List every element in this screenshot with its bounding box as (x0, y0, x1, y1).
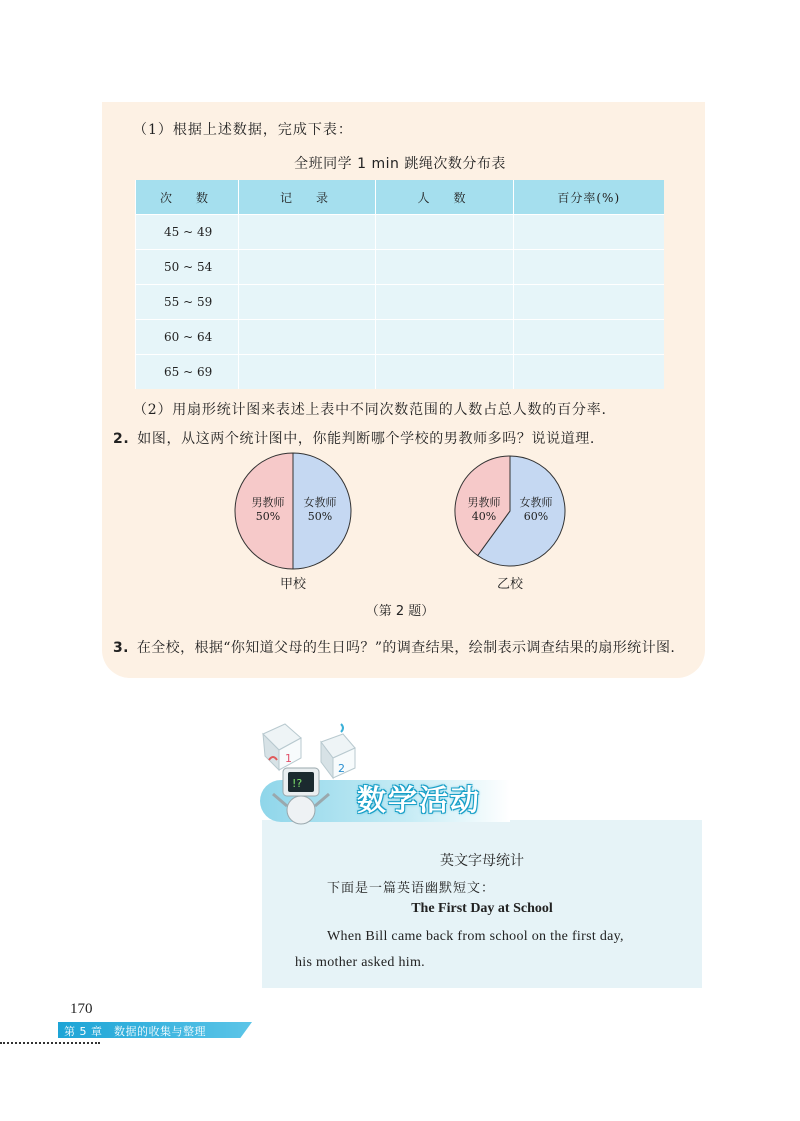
robot-screen-text: !? (292, 777, 303, 790)
question-number: 2. (113, 431, 130, 447)
pie-b-slice-label-female (508, 496, 564, 524)
table-header: 人 数 (376, 180, 514, 215)
page-number: 170 (70, 1001, 93, 1017)
robot-mascot-illustration (255, 712, 365, 832)
slice-label: 女教师 (303, 496, 337, 509)
slice-value: 40% (471, 510, 497, 523)
activity-title: 数学活动 (357, 783, 482, 817)
table-header: 记 录 (239, 180, 376, 215)
story-text-line: When Bill came back from school on the first day, (327, 929, 624, 944)
pie-b-slice-label-male (456, 496, 512, 524)
figure-caption: （第 2 题） (365, 604, 435, 619)
pie-b-title: 乙校 (497, 577, 524, 592)
motion-mark (341, 724, 343, 732)
question-text: 如图，从这两个统计图中，你能判断哪个学校的男教师多吗？说说道理. (137, 431, 595, 447)
slice-value: 50% (255, 510, 281, 523)
question-1-part-2: （2）用扇形统计图来表述上表中不同次数范围的人数占总人数的百分率. (133, 402, 607, 418)
table-cell-range: 60 ~ 64 (136, 320, 239, 355)
question-3 (113, 637, 675, 657)
activity-subtitle: 英文字母统计 (440, 853, 524, 869)
die-icon (321, 734, 355, 778)
robot-body (287, 796, 315, 824)
pie-a-title: 甲校 (280, 577, 307, 592)
story-text-line: his mother asked him. (295, 955, 425, 970)
table-title: 全班同学 1 min 跳绳次数分布表 (294, 156, 506, 172)
die-label: 2 (338, 762, 345, 775)
slice-value: 50% (307, 510, 333, 523)
story-title: The First Day at School (411, 901, 553, 916)
question-number: 3. (113, 640, 129, 656)
slice-label: 女教师 (519, 496, 553, 509)
pie-a-slice-label-female (292, 496, 348, 524)
table-header: 次 数 (136, 180, 239, 215)
question-1-prompt: （1）根据上述数据，完成下表： (133, 122, 353, 138)
table-cell-range: 45 ~ 49 (136, 215, 239, 250)
die-icon (263, 724, 301, 770)
slice-label: 男教师 (251, 496, 285, 509)
table-cell-range: 65 ~ 69 (136, 355, 239, 390)
die-label: 1 (285, 752, 292, 765)
dotted-divider (0, 1042, 100, 1044)
question-text: 在全校，根据“你知道父母的生日吗？”的调查结果，绘制表示调查结果的扇形统计图. (136, 640, 676, 656)
pie-a-slice-label-male (240, 496, 296, 524)
slice-label: 男教师 (467, 496, 501, 509)
activity-intro: 下面是一篇英语幽默短文： (327, 881, 496, 896)
slice-value: 60% (523, 510, 549, 523)
chapter-label: 第 5 章 数据的收集与整理 (64, 1025, 206, 1038)
table-cell-range: 55 ~ 59 (136, 285, 239, 320)
table-header: 百分率(%) (514, 180, 664, 215)
table-cell-range: 50 ~ 54 (136, 250, 239, 285)
